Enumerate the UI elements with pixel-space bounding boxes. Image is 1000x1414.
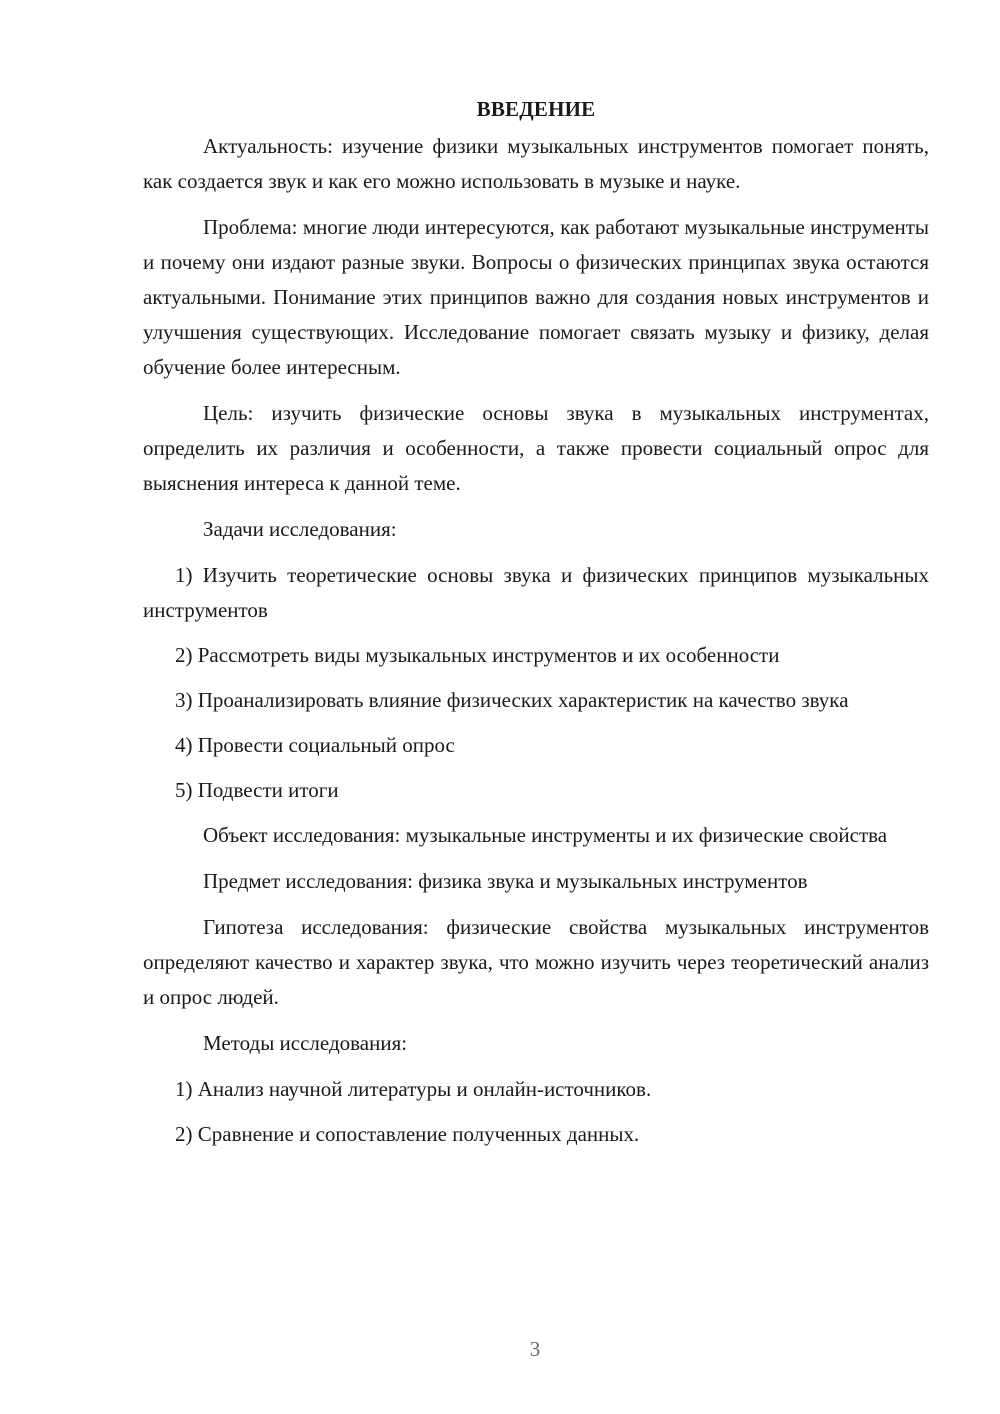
task-item-4: 4) Провести социальный опрос [175, 733, 455, 757]
relevance-paragraph: Актуальность: изучение физики музыкальных инструментов помогает понять, как создается звук и как его можно использовать в музыке и науке. [143, 134, 929, 193]
page-title: ВВЕДЕНИЕ [476, 97, 596, 121]
tasks-heading: Задачи исследования: [203, 517, 397, 541]
page-content [143, 92, 929, 1162]
object-paragraph: Объект исследования: музыкальные инструменты и их физические свойства [203, 823, 888, 847]
method-item-1: 1) Анализ научной литературы и онлайн-источников. [175, 1077, 652, 1101]
subject-paragraph: Предмет исследования: физика звука и музыкальных инструментов [203, 869, 808, 893]
task-item-2: 2) Рассмотреть виды музыкальных инструментов и их особенности [175, 643, 780, 667]
goal-paragraph: Цель: изучить физические основы звука в музыкальных инструментах, определить их различия и особенности, а также провести социальный опрос для выяснения интереса к данной теме. [143, 401, 929, 495]
task-item-1: 1) Изучить теоретические основы звука и физических принципов музыкальных инструментов [143, 563, 929, 622]
hypothesis-paragraph: Гипотеза исследования: физические свойства музыкальных инструментов определяют качество и характер звука, что можно изучить через теоретический анализ и опрос людей. [143, 915, 929, 1009]
method-item-2: 2) Сравнение и сопоставление полученных данных. [175, 1122, 640, 1146]
task-item-5: 5) Подвести итоги [175, 778, 339, 802]
page-number: 3 [529, 1337, 541, 1361]
task-item-3: 3) Проанализировать влияние физических характеристик на качество звука [175, 688, 849, 712]
methods-heading: Методы исследования: [203, 1031, 408, 1055]
problem-paragraph: Проблема: многие люди интересуются, как работают музыкальные инструменты и почему они издают разные звуки. Вопросы о физических принципах звука остаются актуальными. Понимание этих принципов важно для создания новых инструментов и улучшения существующих. Исследование помогает связать музыку и физику, делая обучение более интересным. [143, 215, 929, 379]
